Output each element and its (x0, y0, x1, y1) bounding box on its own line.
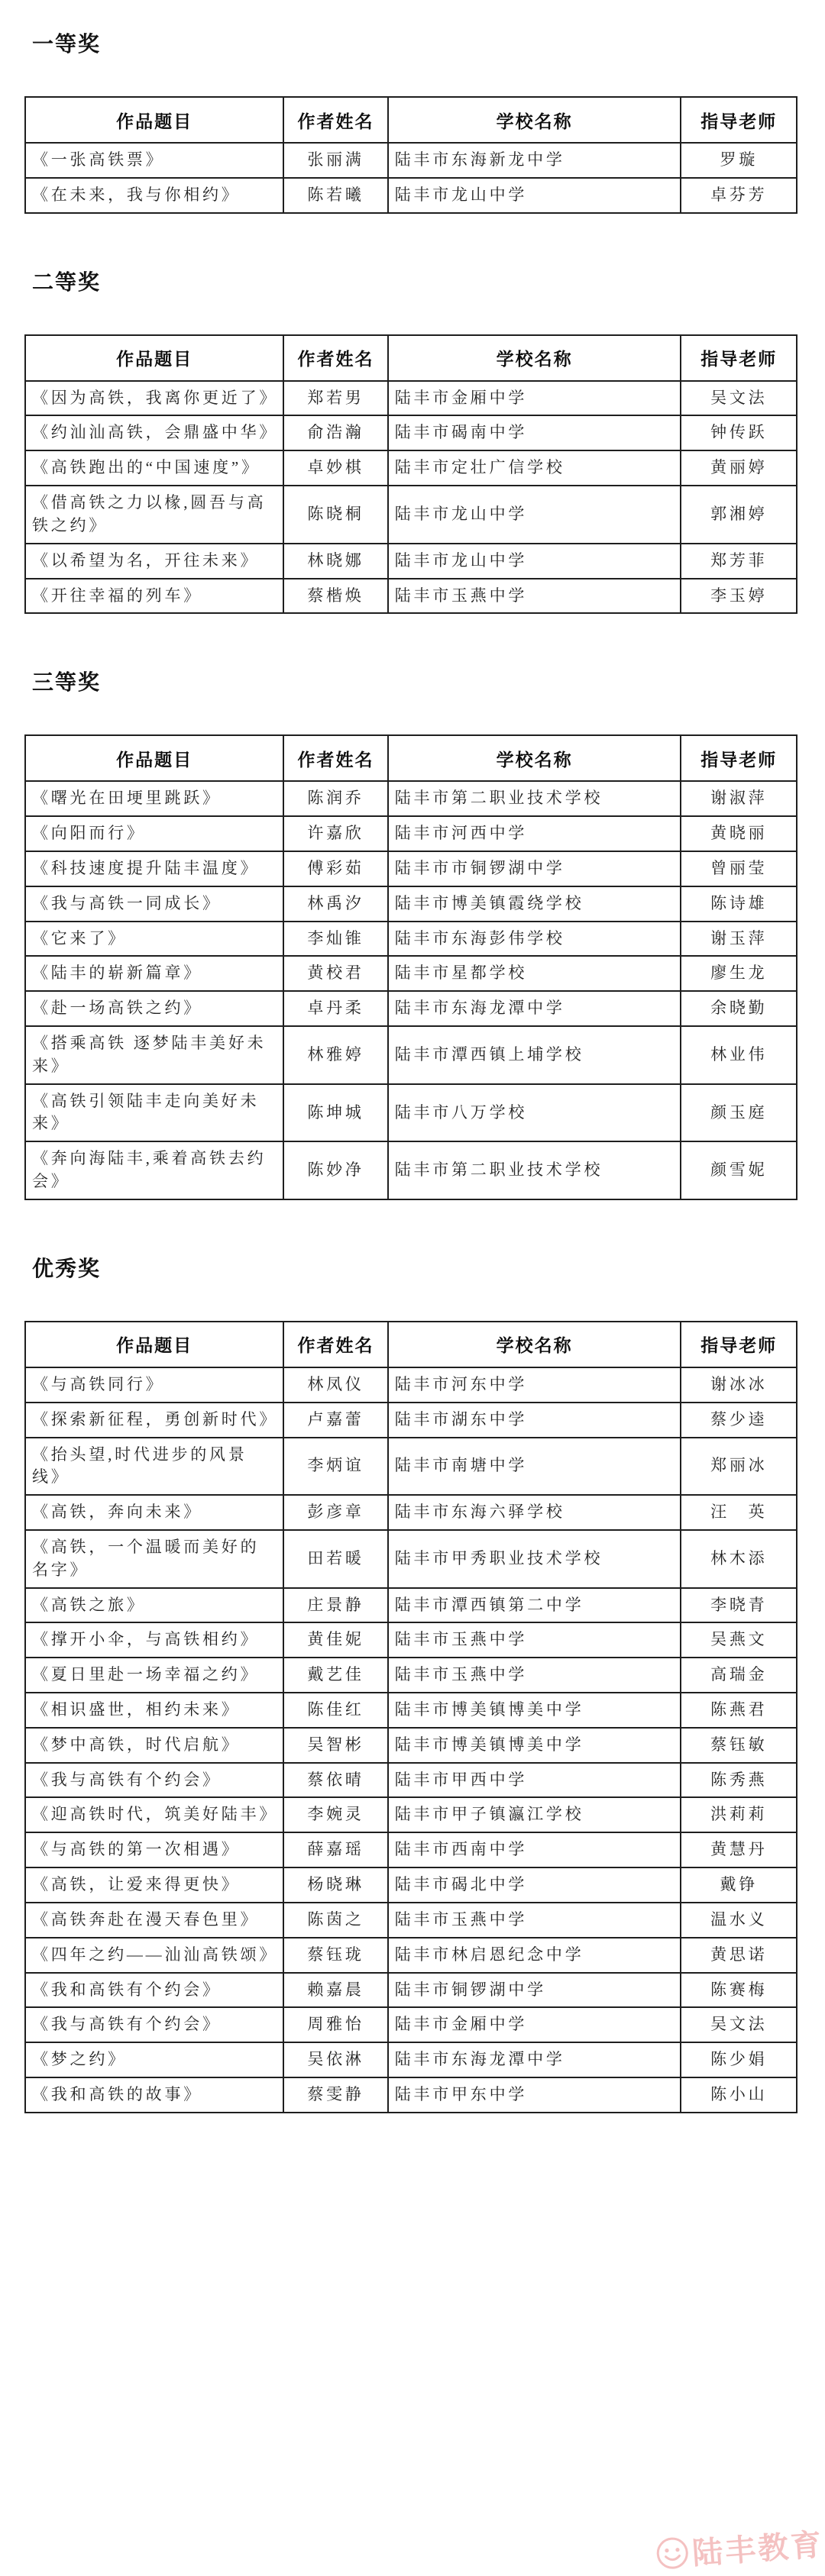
table-row (25, 544, 797, 579)
author-cell: 彭彦章 (283, 1495, 387, 1530)
school-cell: 陆丰市东海新龙中学 (388, 143, 681, 178)
author-cell: 周雅怡 (283, 2007, 387, 2042)
table-row (25, 381, 797, 416)
school-cell: 陆丰市潭西镇第二中学 (388, 1588, 681, 1623)
teacher-cell: 谢淑萍 (681, 781, 797, 816)
school-cell: 陆丰市甲秀职业技术学校 (388, 1530, 681, 1588)
school-cell: 陆丰市东海彭伟学校 (388, 922, 681, 957)
author-cell: 庄景静 (283, 1588, 387, 1623)
school-cell: 陆丰市碣南中学 (388, 415, 681, 450)
author-cell: 黄佳妮 (283, 1622, 387, 1658)
table-row (25, 1658, 797, 1693)
section-title-4: 优秀奖 (32, 1256, 102, 1280)
author-cell: 吴依淋 (283, 2042, 387, 2077)
author-cell: 陈佳红 (283, 1693, 387, 1728)
table-row (25, 1622, 797, 1658)
section-title-2: 二等奖 (32, 270, 102, 294)
school-cell: 陆丰市潭西镇上埔学校 (388, 1026, 681, 1084)
teacher-cell: 颜玉庭 (681, 1084, 797, 1142)
column-header: 学校名称 (388, 335, 681, 381)
column-header: 作品题目 (25, 335, 283, 381)
teacher-cell: 吴燕文 (681, 1622, 797, 1658)
table-row (25, 1903, 797, 1938)
school-cell: 陆丰市东海龙潭中学 (388, 991, 681, 1026)
work-title-cell: 《迎高铁时代，筑美好陆丰》 (25, 1797, 283, 1832)
author-cell: 卓妙棋 (283, 450, 387, 486)
school-cell: 陆丰市市铜锣湖中学 (388, 851, 681, 886)
teacher-cell: 廖生龙 (681, 956, 797, 991)
author-cell: 卢嘉蕾 (283, 1403, 387, 1438)
author-cell: 陈茵之 (283, 1903, 387, 1938)
teacher-cell: 黄丽婷 (681, 450, 797, 486)
column-header: 指导老师 (681, 97, 797, 143)
table-row (25, 1530, 797, 1588)
work-title-cell: 《赴一场高铁之约》 (25, 991, 283, 1026)
school-cell: 陆丰市湖东中学 (388, 1403, 681, 1438)
work-title-cell: 《我与高铁有个约会》 (25, 2007, 283, 2042)
column-header: 学校名称 (388, 735, 681, 781)
teacher-cell: 谢玉萍 (681, 922, 797, 957)
author-cell: 许嘉欣 (283, 816, 387, 851)
author-cell: 林雅婷 (283, 1026, 387, 1084)
author-cell: 赖嘉晨 (283, 1973, 387, 2008)
table-row (25, 2077, 797, 2113)
table-row (25, 922, 797, 957)
work-title-cell: 《科技速度提升陆丰温度》 (25, 851, 283, 886)
teacher-cell: 林木添 (681, 1530, 797, 1588)
teacher-cell: 陈燕君 (681, 1693, 797, 1728)
award-table-1 (24, 96, 798, 214)
school-cell: 陆丰市龙山中学 (388, 178, 681, 213)
author-cell: 傅彩茹 (283, 851, 387, 886)
school-cell: 陆丰市玉燕中学 (388, 1658, 681, 1693)
school-cell: 陆丰市金厢中学 (388, 381, 681, 416)
school-cell: 陆丰市八万学校 (388, 1084, 681, 1142)
table-row (25, 1832, 797, 1867)
table-row (25, 143, 797, 178)
work-title-cell: 《搭乘高铁 逐梦陆丰美好未来》 (25, 1026, 283, 1084)
table-row (25, 1728, 797, 1763)
header-row (25, 1322, 797, 1367)
school-cell: 陆丰市河东中学 (388, 1367, 681, 1403)
table-row (25, 1141, 797, 1199)
teacher-cell: 颜雪妮 (681, 1141, 797, 1199)
work-title-cell: 《借高铁之力以椽,圆吾与高铁之约》 (25, 486, 283, 544)
author-cell: 张丽满 (283, 143, 387, 178)
table-row (25, 1973, 797, 2008)
header-row (25, 735, 797, 781)
school-cell: 陆丰市甲东中学 (388, 2077, 681, 2113)
work-title-cell: 《撑开小伞，与高铁相约》 (25, 1622, 283, 1658)
school-cell: 陆丰市博美镇博美中学 (388, 1728, 681, 1763)
teacher-cell: 陈赛梅 (681, 1973, 797, 2008)
work-title-cell: 《我与高铁一同成长》 (25, 886, 283, 922)
school-cell: 陆丰市龙山中学 (388, 544, 681, 579)
school-cell: 陆丰市金厢中学 (388, 2007, 681, 2042)
work-title-cell: 《高铁跑出的“中国速度”》 (25, 450, 283, 486)
school-cell: 陆丰市南塘中学 (388, 1438, 681, 1496)
work-title-cell: 《以希望为名，开往未来》 (25, 544, 283, 579)
work-title-cell: 《我和高铁有个约会》 (25, 1973, 283, 2008)
column-header: 作者姓名 (283, 97, 387, 143)
table-row (25, 579, 797, 614)
work-title-cell: 《高铁，让爱来得更快》 (25, 1867, 283, 1903)
table-row (25, 1403, 797, 1438)
teacher-cell: 黄慧丹 (681, 1832, 797, 1867)
work-title-cell: 《梦之约》 (25, 2042, 283, 2077)
school-cell: 陆丰市碣北中学 (388, 1867, 681, 1903)
author-cell: 蔡楷焕 (283, 579, 387, 614)
table-row (25, 1938, 797, 1973)
column-header: 作者姓名 (283, 335, 387, 381)
school-cell: 陆丰市龙山中学 (388, 486, 681, 544)
work-title-cell: 《高铁，一个温暖而美好的名字》 (25, 1530, 283, 1588)
school-cell: 陆丰市玉燕中学 (388, 1622, 681, 1658)
smiley-face-icon (655, 2535, 691, 2571)
author-cell: 黄校君 (283, 956, 387, 991)
author-cell: 林凤仪 (283, 1367, 387, 1403)
author-cell: 陈晓桐 (283, 486, 387, 544)
table-row (25, 1026, 797, 1084)
school-cell: 陆丰市甲子镇瀛江学校 (388, 1797, 681, 1832)
table-row (25, 851, 797, 886)
work-title-cell: 《梦中高铁，时代启航》 (25, 1728, 283, 1763)
work-title-cell: 《探索新征程，勇创新时代》 (25, 1403, 283, 1438)
work-title-cell: 《在未来，我与你相约》 (25, 178, 283, 213)
work-title-cell: 《高铁，奔向未来》 (25, 1495, 283, 1530)
table-row (25, 956, 797, 991)
school-cell: 陆丰市第二职业技术学校 (388, 781, 681, 816)
teacher-cell: 陈秀燕 (681, 1763, 797, 1798)
award-table-3 (24, 734, 798, 1200)
author-cell: 杨晓琳 (283, 1867, 387, 1903)
school-cell: 陆丰市博美镇霞绕学校 (388, 886, 681, 922)
author-cell: 林禹汐 (283, 886, 387, 922)
table-row (25, 1867, 797, 1903)
author-cell: 陈若曦 (283, 178, 387, 213)
author-cell: 陈坤城 (283, 1084, 387, 1142)
teacher-cell: 谢冰冰 (681, 1367, 797, 1403)
work-title-cell: 《约汕汕高铁，会鼎盛中华》 (25, 415, 283, 450)
column-header: 指导老师 (681, 335, 797, 381)
school-cell: 陆丰市东海龙潭中学 (388, 2042, 681, 2077)
header-row (25, 97, 797, 143)
work-title-cell: 《它来了》 (25, 922, 283, 957)
column-header: 作品题目 (25, 1322, 283, 1367)
column-header: 作品题目 (25, 97, 283, 143)
table-row (25, 450, 797, 486)
work-title-cell: 《陆丰的崭新篇章》 (25, 956, 283, 991)
table-row (25, 2042, 797, 2077)
author-cell: 郑若男 (283, 381, 387, 416)
table-row (25, 1588, 797, 1623)
teacher-cell: 陈诗雄 (681, 886, 797, 922)
teacher-cell: 林业伟 (681, 1026, 797, 1084)
table-row (25, 2007, 797, 2042)
table-row (25, 1763, 797, 1798)
section-title-1: 一等奖 (32, 32, 102, 56)
table-row (25, 886, 797, 922)
work-title-cell: 《奔向海陆丰,乘着高铁去约会》 (25, 1141, 283, 1199)
column-header: 作品题目 (25, 735, 283, 781)
teacher-cell: 陈小山 (681, 2077, 797, 2113)
teacher-cell: 曾丽莹 (681, 851, 797, 886)
table-row (25, 1438, 797, 1496)
table-row (25, 1797, 797, 1832)
table-row (25, 1084, 797, 1142)
teacher-cell: 余晓勤 (681, 991, 797, 1026)
work-title-cell: 《高铁引领陆丰走向美好未来》 (25, 1084, 283, 1142)
school-cell: 陆丰市铜锣湖中学 (388, 1973, 681, 2008)
author-cell: 田若暖 (283, 1530, 387, 1588)
teacher-cell: 蔡少逵 (681, 1403, 797, 1438)
school-cell: 陆丰市西南中学 (388, 1832, 681, 1867)
work-title-cell: 《我和高铁的故事》 (25, 2077, 283, 2113)
column-header: 作者姓名 (283, 1322, 387, 1367)
work-title-cell: 《相识盛世，相约未来》 (25, 1693, 283, 1728)
author-cell: 陈润乔 (283, 781, 387, 816)
school-cell: 陆丰市玉燕中学 (388, 579, 681, 614)
work-title-cell: 《开往幸福的列车》 (25, 579, 283, 614)
teacher-cell: 吴文法 (681, 381, 797, 416)
author-cell: 蔡钰珑 (283, 1938, 387, 1973)
work-title-cell: 《一张高铁票》 (25, 143, 283, 178)
author-cell: 陈妙净 (283, 1141, 387, 1199)
school-cell: 陆丰市甲西中学 (388, 1763, 681, 1798)
author-cell: 林晓娜 (283, 544, 387, 579)
award-table-2 (24, 334, 798, 615)
author-cell: 卓丹柔 (283, 991, 387, 1026)
author-cell: 吴智彬 (283, 1728, 387, 1763)
school-cell: 陆丰市第二职业技术学校 (388, 1141, 681, 1199)
teacher-cell: 戴铮 (681, 1867, 797, 1903)
work-title-cell: 《抬头望,时代进步的风景线》 (25, 1438, 283, 1496)
table-row (25, 1367, 797, 1403)
teacher-cell: 黄晓丽 (681, 816, 797, 851)
work-title-cell: 《曙光在田埂里跳跃》 (25, 781, 283, 816)
table-row (25, 1693, 797, 1728)
teacher-cell: 洪莉莉 (681, 1797, 797, 1832)
work-title-cell: 《向阳而行》 (25, 816, 283, 851)
work-title-cell: 《因为高铁，我离你更近了》 (25, 381, 283, 416)
author-cell: 俞浩瀚 (283, 415, 387, 450)
work-title-cell: 《四年之约——汕汕高铁颂》 (25, 1938, 283, 1973)
teacher-cell: 李玉婷 (681, 579, 797, 614)
column-header: 指导老师 (681, 735, 797, 781)
table-row (25, 991, 797, 1026)
watermark-label: 陆丰教育 (691, 2528, 825, 2571)
table-row (25, 781, 797, 816)
column-header: 指导老师 (681, 1322, 797, 1367)
table-row (25, 415, 797, 450)
author-cell: 蔡雯静 (283, 2077, 387, 2113)
work-title-cell: 《高铁之旅》 (25, 1588, 283, 1623)
school-cell: 陆丰市林启恩纪念中学 (388, 1938, 681, 1973)
teacher-cell: 李晓青 (681, 1588, 797, 1623)
teacher-cell: 汪 英 (681, 1495, 797, 1530)
work-title-cell: 《夏日里赴一场幸福之约》 (25, 1658, 283, 1693)
table-row (25, 816, 797, 851)
teacher-cell: 卓芬芳 (681, 178, 797, 213)
column-header: 学校名称 (388, 1322, 681, 1367)
work-title-cell: 《与高铁同行》 (25, 1367, 283, 1403)
teacher-cell: 陈少娟 (681, 2042, 797, 2077)
award-table-4 (24, 1321, 798, 2113)
author-cell: 戴艺佳 (283, 1658, 387, 1693)
school-cell: 陆丰市玉燕中学 (388, 1903, 681, 1938)
teacher-cell: 郭湘婷 (681, 486, 797, 544)
school-cell: 陆丰市东海六驿学校 (388, 1495, 681, 1530)
school-cell: 陆丰市博美镇博美中学 (388, 1693, 681, 1728)
column-header: 作者姓名 (283, 735, 387, 781)
author-cell: 蔡依晴 (283, 1763, 387, 1798)
teacher-cell: 高瑞金 (681, 1658, 797, 1693)
table-row (25, 178, 797, 213)
school-cell: 陆丰市星都学校 (388, 956, 681, 991)
teacher-cell: 蔡钰敏 (681, 1728, 797, 1763)
teacher-cell: 郑芳菲 (681, 544, 797, 579)
school-cell: 陆丰市河西中学 (388, 816, 681, 851)
author-cell: 李炳谊 (283, 1438, 387, 1496)
column-header: 学校名称 (388, 97, 681, 143)
work-title-cell: 《与高铁的第一次相遇》 (25, 1832, 283, 1867)
author-cell: 李灿锥 (283, 922, 387, 957)
teacher-cell: 黄思诺 (681, 1938, 797, 1973)
teacher-cell: 罗璇 (681, 143, 797, 178)
header-row (25, 335, 797, 381)
teacher-cell: 温水义 (681, 1903, 797, 1938)
teacher-cell: 钟传跃 (681, 415, 797, 450)
table-row (25, 486, 797, 544)
section-title-3: 三等奖 (32, 670, 102, 695)
sections-container (23, 27, 804, 2113)
teacher-cell: 郑丽冰 (681, 1438, 797, 1496)
author-cell: 李婉灵 (283, 1797, 387, 1832)
watermark (654, 2520, 824, 2575)
table-row (25, 1495, 797, 1530)
school-cell: 陆丰市定壮广信学校 (388, 450, 681, 486)
author-cell: 薛嘉瑶 (283, 1832, 387, 1867)
teacher-cell: 吴文法 (681, 2007, 797, 2042)
work-title-cell: 《我与高铁有个约会》 (25, 1763, 283, 1798)
work-title-cell: 《高铁奔赴在漫天春色里》 (25, 1903, 283, 1938)
